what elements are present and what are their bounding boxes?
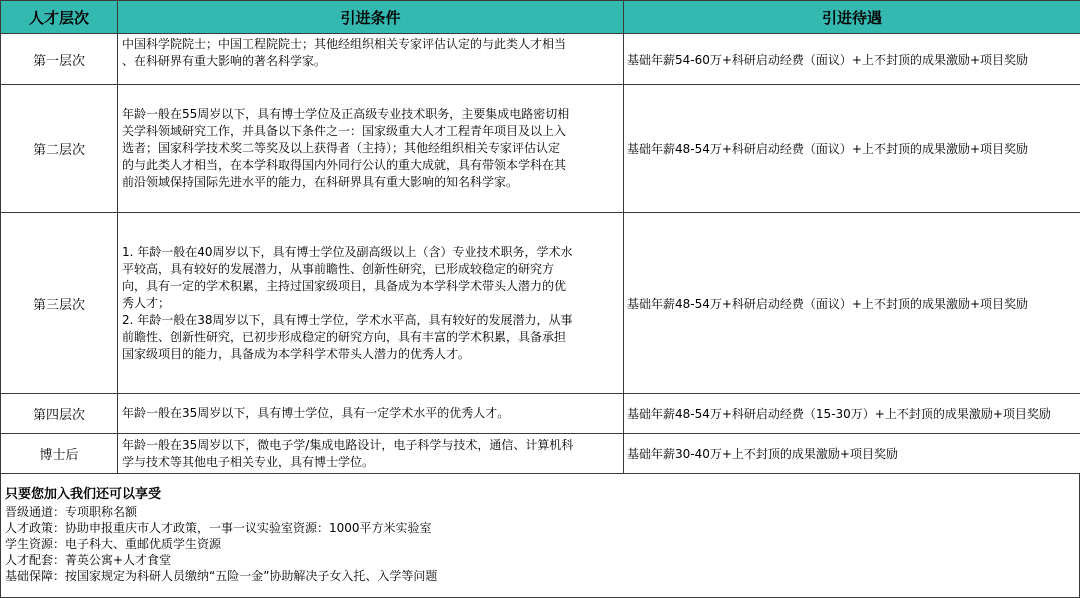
table-row — [1, 434, 1080, 474]
header-level: 人才层次 — [1, 1, 118, 34]
benefits-cell: 基础年薪54-60万+科研启动经费（面议）+上不封顶的成果激励+项目奖励 — [624, 34, 1080, 85]
benefits-cell: 基础年薪30-40万+上不封顶的成果激励+项目奖励 — [624, 434, 1080, 474]
footer-line-insurance: 基础保障：按国家规定为科研人员缴纳“五险一金”协助解决子女入托、入学等问题 — [5, 569, 438, 583]
footer-line-students: 学生资源：电子科大、重邮优质学生资源 — [5, 537, 222, 551]
table-header-row — [1, 1, 1080, 34]
footer-line-housing: 人才配套：菁英公寓+人才食堂 — [5, 553, 172, 567]
footer-line-policy: 人才政策：协助申报重庆市人才政策，一事一议实验室资源：1000平方米实验室 — [5, 521, 432, 535]
benefits-cell: 基础年薪48-54万+科研启动经费（15-30万）+上不封顶的成果激励+项目奖励 — [624, 394, 1080, 434]
footer-line-promotion: 晋级通道：专项职称名额 — [5, 505, 138, 519]
benefits-cell: 基础年薪48-54万+科研启动经费（面议）+上不封顶的成果激励+项目奖励 — [624, 213, 1080, 394]
table-row — [1, 85, 1080, 213]
table-row — [1, 34, 1080, 85]
level-cell: 第一层次 — [1, 34, 118, 85]
level-cell: 第二层次 — [1, 85, 118, 213]
conditions-cell: 中国科学院院士；中国工程院院士；其他经组织相关专家评估认定的与此类人才相当 、在科研界有重大影响的著名科学家。 — [118, 34, 624, 85]
conditions-cell: 1. 年龄一般在40周岁以下，具有博士学位及副高级以上（含）专业技术职务，学术水 平较高，具有较好的发展潜力，从事前瞻性、创新性研究，已形成较稳定的研究方 向，具有一定的学术积累，主持过国家级项目，具备成为本学科学术带头人潜力的优 秀人才； 2. 年龄一般在38周岁以下，具有博士学位，学术水平高，具有较好的发展潜力，从事 前瞻性、创新性研究，已初步形成稳定的研究方向，具有丰富的学术积累，具备承担 国家级项目的能力，具备成为本学科学术带头人潜力的优秀人才。 — [118, 213, 624, 394]
benefits-cell: 基础年薪48-54万+科研启动经费（面议）+上不封顶的成果激励+项目奖励 — [624, 85, 1080, 213]
header-benefits: 引进待遇 — [624, 1, 1080, 34]
table-row — [1, 394, 1080, 434]
conditions-cell: 年龄一般在35周岁以下，具有博士学位，具有一定学术水平的优秀人才。 — [118, 394, 624, 434]
level-cell: 第四层次 — [1, 394, 118, 434]
conditions-cell: 年龄一般在35周岁以下，微电子学/集成电路设计，电子科学与技术，通信、计算机科 学与技术等其他电子相关专业，具有博士学位。 — [118, 434, 624, 474]
conditions-cell: 年龄一般在55周岁以下，具有博士学位及正高级专业技术职务，主要集成电路密切相 关学科领域研究工作，并具备以下条件之一：国家级重大人才工程青年项目及以上入 选者；国家科学技术奖二等奖及以上获得者（主持）；其他经组织相关专家评估认定 的与此类人才相当，在本学科取得国内外同行公认的重大成就，具有带领本学科在其 前沿领域保持国际先进水平的能力，在科研界具有重大影响的知名科学家。 — [118, 85, 624, 213]
level-cell: 第三层次 — [1, 213, 118, 394]
footer-title: 只要您加入我们还可以享受 — [5, 487, 162, 502]
benefits-footer — [0, 473, 1080, 598]
level-cell: 博士后 — [1, 434, 118, 474]
table-row — [1, 213, 1080, 394]
header-conditions: 引进条件 — [118, 1, 624, 34]
